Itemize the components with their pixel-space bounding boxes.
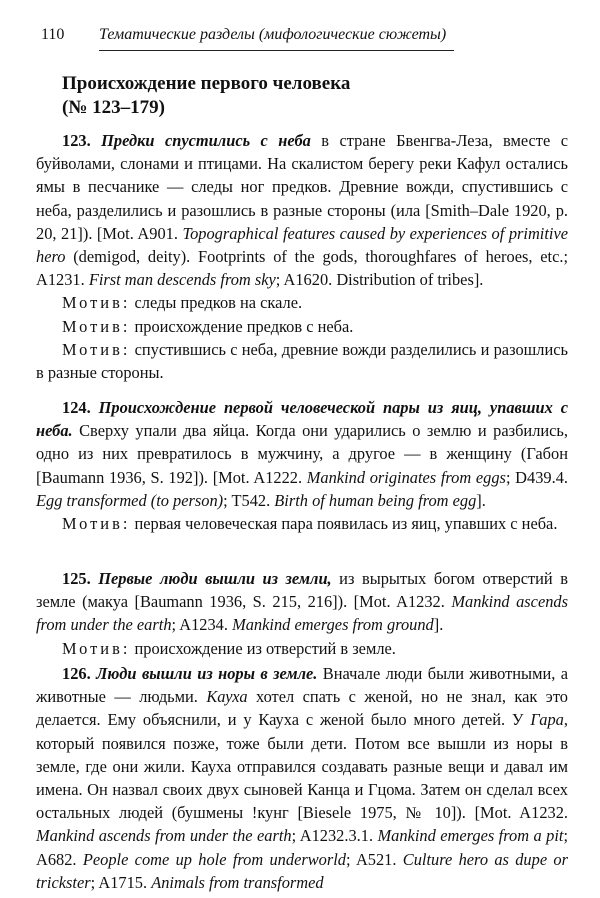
entry-title: Первые люди вышли из земли, <box>98 569 332 588</box>
motif-label: Мотив: <box>62 293 131 313</box>
section-title-line1: Происхождение первого человека <box>62 73 351 94</box>
entry-citation-italic: Гара <box>530 710 564 730</box>
motif-line <box>36 291 568 314</box>
motif-line <box>36 637 568 660</box>
entry-paragraph <box>36 567 568 637</box>
entry-125 <box>36 567 568 660</box>
entry-text: в стране Бвенгва-Леза, вместе с буйволами, слонами и птицами. На скалистом берегу реки Кафул остались ямы в песчанике — следы ног предков. Древние вожди, спустившись с неба, разделились и разошлись в разные стороны (ила [Smith–Dale 1920, p. 20, 21]). [Mot. A901. <box>36 131 568 243</box>
motif-line <box>36 512 568 535</box>
entry-text: ; A682. <box>36 826 568 869</box>
entry-number: 125. <box>62 569 91 588</box>
entry-text: ; A1620. Distribution of tribes]. <box>275 270 484 290</box>
header-rule <box>99 50 454 51</box>
motif-text: следы предков на скале. <box>134 293 303 313</box>
motif-label: Мотив: <box>62 638 131 658</box>
entry-text: Сверху упали два яйца. Когда они ударились о землю и разбились, одно из них превратилось в мужчину, а другое — в женщину (Габон [Baumann 1936, S. 192]). [Mot. A1222. <box>36 421 568 487</box>
motif-line <box>36 315 568 338</box>
entry-123 <box>36 129 568 384</box>
entry-text: Вначале люди были животными, а животные — людьми. <box>36 664 568 707</box>
entry-text: ; T542. <box>223 490 275 510</box>
motif-text: спустившись с неба, древние вожди разделились и разошлись в разные стороны. <box>36 339 568 383</box>
entry-citation-italic: Mankind ascends from under the earth <box>36 826 292 846</box>
entry-number: 126. <box>62 664 91 683</box>
entry-number: 123. <box>62 131 91 150</box>
entry-text: ]. <box>433 615 444 635</box>
entry-title: Предки спустились с неба <box>101 131 311 150</box>
entry-paragraph <box>36 129 568 291</box>
entry-citation-italic: Animals from transformed <box>151 872 324 892</box>
entry-title: Происхождение первой человеческой пары из яиц, упавших с неба. <box>36 398 568 441</box>
entry-title: Люди вышли из норы в земле. <box>96 664 318 683</box>
running-title: Тематические разделы (мифологические сюжеты) <box>99 26 447 43</box>
motif-label: Мотив: <box>62 339 131 359</box>
entry-text: (demigod, deity). Footprints of the gods, thoroughfares of heroes, etc.; A1231. <box>36 247 568 290</box>
motif-line <box>36 338 568 384</box>
entry-citation-italic: People come up hole from underworld <box>82 849 346 869</box>
motif-text: происхождение предков с неба. <box>134 316 354 336</box>
entry-paragraph <box>36 396 568 512</box>
entry-citation-italic: First man descends from sky <box>88 270 276 290</box>
entry-paragraph <box>36 662 568 894</box>
entry-citation-italic: Кауха <box>206 687 248 707</box>
entry-text: ; A1234. <box>171 615 233 635</box>
entry-126 <box>36 662 568 894</box>
entry-citation-italic: Mankind ascends from under the earth <box>36 592 568 635</box>
motif-text: происхождение из отверстий в земле. <box>134 638 396 658</box>
entry-citation-italic: Mankind emerges from a pit <box>377 826 564 846</box>
entry-124 <box>36 396 568 535</box>
entry-text: ; A1232.3.1. <box>291 826 378 846</box>
entry-text: ; A521. <box>345 849 403 869</box>
page-header <box>35 22 570 48</box>
entry-text: ; A1715. <box>90 872 152 892</box>
entry-citation-italic: Topographical features caused by experiences of primitive hero <box>36 223 569 267</box>
entry-text: , который появился позже, тоже были дети. Потом все вышли из норы в земле, где они жили. Кауха отправился создавать разные вещи и давал им имена. Он назвал своих двух сыновей Канца и Гцома. Затем он сделал всех остальных людей (бушмены !кунг [Biesele 1975, № 10]). [Mot. A1232. <box>36 710 568 823</box>
entry-citation-italic: Egg transformed (to person) <box>36 490 224 510</box>
entry-citation-italic: Mankind emerges from ground <box>232 615 434 635</box>
section-title <box>62 72 562 120</box>
motif-label: Мотив: <box>62 514 131 534</box>
entry-citation-italic: Culture hero as dupe or trickster <box>36 849 568 892</box>
entry-number: 124. <box>62 398 91 417</box>
entry-text: из вырытых богом отверстий в земле (макуа [Baumann 1936, S. 215, 216]). [Mot. A1232. <box>36 569 568 612</box>
motif-label: Мотив: <box>62 316 131 336</box>
motif-text: первая человеческая пара появилась из яиц, упавших с неба. <box>134 514 558 534</box>
page-number: 110 <box>41 26 65 43</box>
entry-text: хотел спать с женой, но не знал, как это делается. Ему объяснили, и у Кауха с женой было много детей. У <box>36 687 568 730</box>
section-title-line2: (№ 123–179) <box>62 97 165 118</box>
entry-text: ; D439.4. <box>505 467 568 487</box>
entry-citation-italic: Birth of human being from egg <box>274 490 477 510</box>
entry-text: ]. <box>476 490 486 510</box>
entry-citation-italic: Mankind originates from eggs <box>306 467 506 487</box>
